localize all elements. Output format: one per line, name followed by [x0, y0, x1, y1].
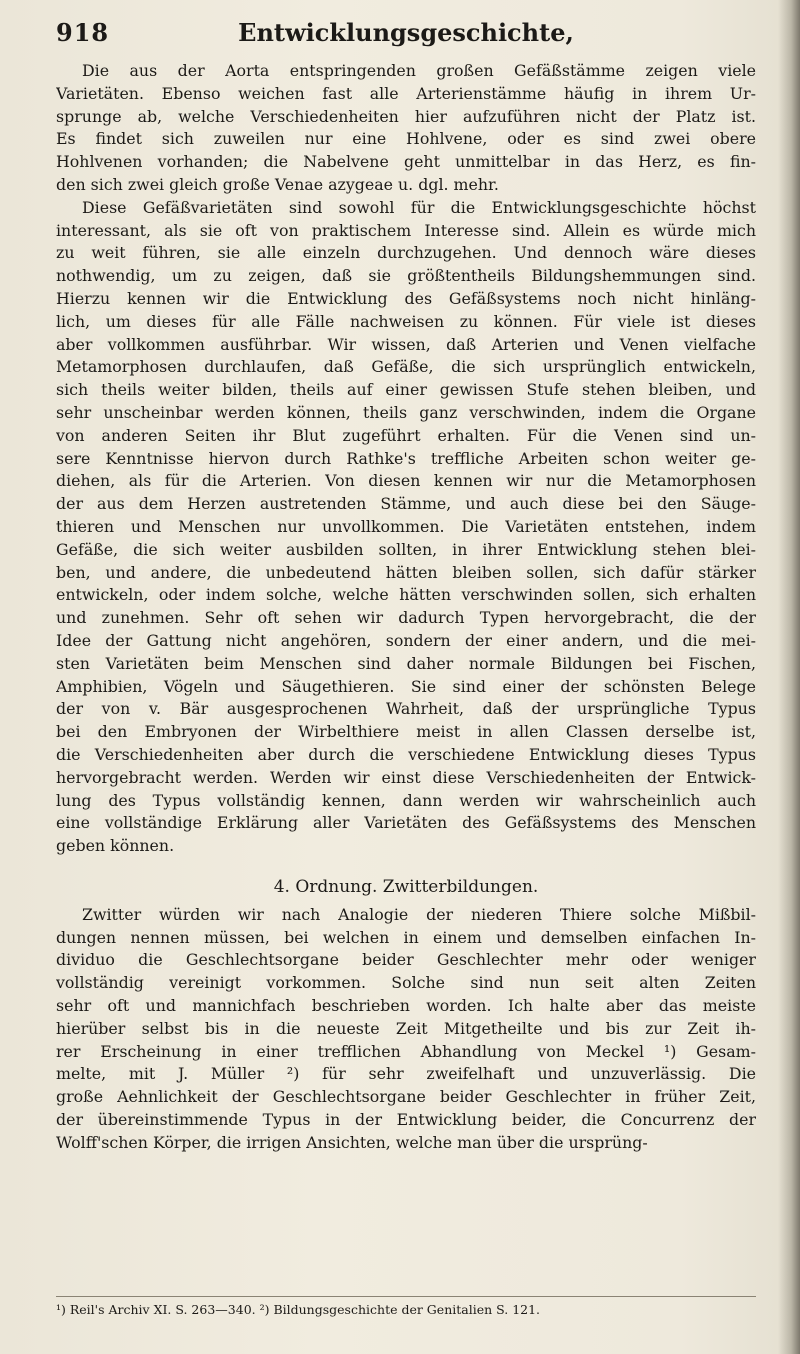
text-line: Idee der Gattung nicht angehören, sondern der einer andern, und die mei- — [56, 630, 756, 650]
footnotes — [56, 1296, 756, 1319]
text-line: sich theils weiter bilden, theils auf einer gewissen Stufe stehen bleiben, und — [56, 380, 756, 400]
text-line: sehr oft und mannichfach beschrieben worden. Ich halte aber das meiste — [56, 996, 756, 1016]
text-line: dividuo die Geschlechtsorgane beider Geschlechter mehr oder weniger — [56, 950, 756, 970]
text-line: große Aehnlichkeit der Geschlechtsorgane beider Geschlechter in früher Zeit, — [56, 1087, 756, 1107]
text-line: diehen, als für die Arterien. Von diesen kennen wir nur die Metamorphosen — [56, 471, 756, 491]
text-line: Es findet sich zuweilen nur eine Hohlvene, oder es sind zwei obere — [56, 129, 756, 149]
text-line: Diese Gefäßvarietäten sind sowohl für die Entwicklungsgeschichte höchst — [82, 197, 756, 217]
section-heading: 4. Ordnung. Zwitterbildungen. — [273, 876, 539, 897]
text-line: bei den Embryonen der Wirbelthiere meist in allen Classen derselbe ist, — [56, 722, 756, 742]
text-line: sehr unscheinbar werden können, theils ganz verschwinden, indem die Organe — [56, 402, 756, 422]
text-line: Zwitter würden wir nach Analogie der niederen Thiere solche Mißbil- — [82, 904, 756, 924]
text-line: den sich zwei gleich große Venae azygeae u. dgl. mehr. — [56, 174, 499, 194]
text-line: thieren und Menschen nur unvollkommen. Die Varietäten entstehen, indem — [56, 516, 756, 536]
text-line: aber vollkommen ausführbar. Wir wissen, daß Arterien und Venen vielfache — [56, 334, 756, 354]
text-line: Hohlvenen vorhanden; die Nabelvene geht unmittelbar in das Herz, es fin- — [56, 152, 756, 172]
text-line: vollständig vereinigt vorkommen. Solche sind nun seit alten Zeiten — [56, 973, 756, 993]
paragraph-gefaessvarietaeten — [56, 197, 756, 858]
text-line: hierüber selbst bis in die neueste Zeit Mitgetheilte und bis zur Zeit ih- — [56, 1018, 756, 1038]
text-line: der übereinstimmende Typus in der Entwicklung beider, die Concurrenz der — [56, 1110, 756, 1130]
text-line: nothwendig, um zu zeigen, daß sie größtentheils Bildungshemmungen sind. — [56, 266, 756, 286]
text-line: zu weit führen, sie alle einzeln durchzugehen. Und dennoch wäre dieses — [56, 243, 756, 263]
paragraph-zwitter — [56, 904, 756, 1155]
text-line: Wolff'schen Körper, die irrigen Ansichten, welche man über die ursprüng- — [56, 1132, 648, 1152]
text-line: von anderen Seiten ihr Blut zugeführt erhalten. Für die Venen sind un- — [56, 425, 756, 445]
page-header — [56, 18, 756, 54]
text-line: dungen nennen müssen, bei welchen in einem und demselben einfachen In- — [56, 927, 756, 947]
text-line: und zunehmen. Sehr oft sehen wir dadurch Typen hervorgebracht, die der — [56, 608, 756, 628]
text-line: Hierzu kennen wir die Entwicklung des Gefäßsystems noch nicht hinläng- — [56, 288, 756, 308]
text-line: Varietäten. Ebenso weichen fast alle Arterienstämme häufig in ihrem Ur- — [56, 83, 756, 103]
text-line: lung des Typus vollständig kennen, dann werden wir wahrscheinlich auch — [56, 790, 756, 810]
text-line: Gefäße, die sich weiter ausbilden sollten, in ihrer Entwicklung stehen blei- — [56, 539, 756, 559]
text-line: die Verschiedenheiten aber durch die verschiedene Entwicklung dieses Typus — [56, 744, 756, 764]
text-line: der aus dem Herzen austretenden Stämme, und auch diese bei den Säuge- — [56, 494, 756, 514]
body-text — [56, 60, 756, 1155]
text-line: sten Varietäten beim Menschen sind daher normale Bildungen bei Fischen, — [56, 653, 756, 673]
text-line: interessant, als sie oft von praktischem Interesse sind. Allein es würde mich — [56, 220, 756, 240]
text-line: der von v. Bär ausgesprochenen Wahrheit, daß der ursprüngliche Typus — [56, 699, 756, 719]
footnote: ¹) Reil's Archiv XI. S. 263—340. ²) Bildungsgeschichte der Genitalien S. 121. — [56, 1302, 541, 1317]
running-title: Entwicklungsgeschichte, — [238, 18, 574, 47]
text-line: geben können. — [56, 836, 175, 856]
text-line: sere Kenntnisse hiervon durch Rathke's treffliche Arbeiten schon weiter ge- — [56, 448, 756, 468]
text-line: ben, und andere, die unbedeutend hätten bleiben sollen, sich dafür stärker — [56, 562, 756, 582]
text-line: hervorgebracht werden. Werden wir einst diese Verschiedenheiten der Entwick- — [56, 767, 756, 787]
text-line: entwickeln, oder indem solche, welche hätten verschwinden sollen, sich erhalten — [56, 585, 756, 605]
text-line: eine vollständige Erklärung aller Varietäten des Gefäßsystems des Menschen — [56, 813, 756, 833]
text-line: lich, um dieses für alle Fälle nachweisen zu können. Für viele ist dieses — [56, 311, 756, 331]
text-line: melte, mit J. Müller ²) für sehr zweifelhaft und unzuverlässig. Die — [56, 1064, 756, 1084]
footnote-list — [56, 1301, 756, 1319]
paragraph-gefaessstaemme — [56, 60, 756, 197]
text-line: sprunge ab, welche Verschiedenheiten hier aufzuführen nicht der Platz ist. — [56, 106, 756, 126]
text-line: Amphibien, Vögeln und Säugethieren. Sie sind einer der schönsten Belege — [56, 676, 756, 696]
text-line: rer Erscheinung in einer trefflichen Abhandlung von Meckel ¹) Gesam- — [56, 1041, 756, 1061]
page-binding-shadow — [778, 0, 800, 1354]
text-line: Die aus der Aorta entspringenden großen Gefäßstämme zeigen viele — [82, 61, 756, 80]
page-number: 918 — [56, 18, 110, 47]
text-line: Metamorphosen durchlaufen, daß Gefäße, die sich ursprünglich entwickeln, — [56, 357, 756, 377]
